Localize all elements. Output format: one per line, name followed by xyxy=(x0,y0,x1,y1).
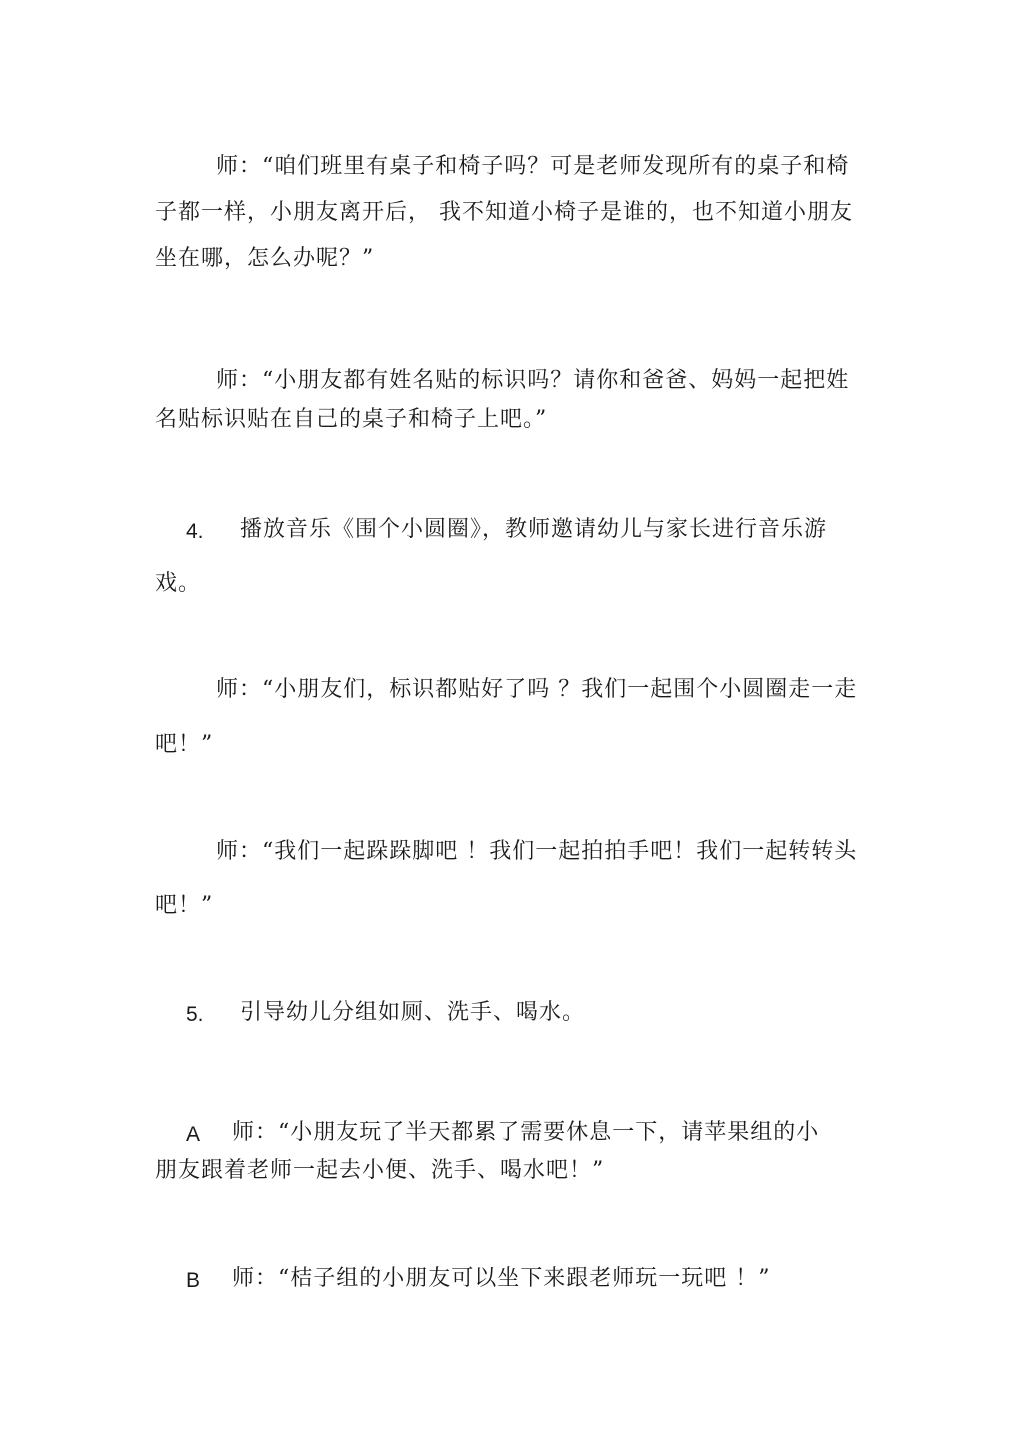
text-line: 坐在哪，怎么办呢？” xyxy=(155,246,375,271)
item-letter: A xyxy=(186,1123,201,1146)
text-line: 朋友跟着老师一起去小便、洗手、喝水吧！” xyxy=(155,1158,605,1183)
text-line: 吧！” xyxy=(155,732,214,757)
text-line: 师：“小朋友玩了半天都累了需要休息一下，请苹果组的小 xyxy=(232,1120,820,1145)
text-line: 师：“咱们班里有桌子和椅子吗？可是老师发现所有的桌子和椅 xyxy=(216,154,850,179)
text-line: 播放音乐《围个小圆圈》，教师邀请幼儿与家长进行音乐游 xyxy=(240,517,828,542)
item-letter: B xyxy=(186,1269,201,1292)
item-number: 5. xyxy=(186,1003,204,1026)
text-line: 名贴标识贴在自己的桌子和椅子上吧。” xyxy=(155,407,548,432)
text-line: 子都一样，小朋友离开后， 我不知道小椅子是谁的，也不知道小朋友 xyxy=(155,200,853,225)
text-line: 师：“桔子组的小朋友可以坐下来跟老师玩一玩吧 ！” xyxy=(232,1266,771,1291)
text-line: 师：“我们一起跺跺脚吧 ！我们一起拍拍手吧！我们一起转转头 xyxy=(216,839,858,864)
text-line: 师：“小朋友都有姓名贴的标识吗？请你和爸爸、妈妈一起把姓 xyxy=(216,368,850,393)
text-line: 吧！” xyxy=(155,893,214,918)
text-line: 引导幼儿分组如厕、洗手、喝水。 xyxy=(240,1000,586,1025)
text-line: 戏。 xyxy=(155,571,202,596)
text-line: 师：“小朋友们，标识都贴好了吗 ？我们一起围个小圆圈走一走 xyxy=(216,677,858,702)
item-number: 4. xyxy=(186,520,204,543)
